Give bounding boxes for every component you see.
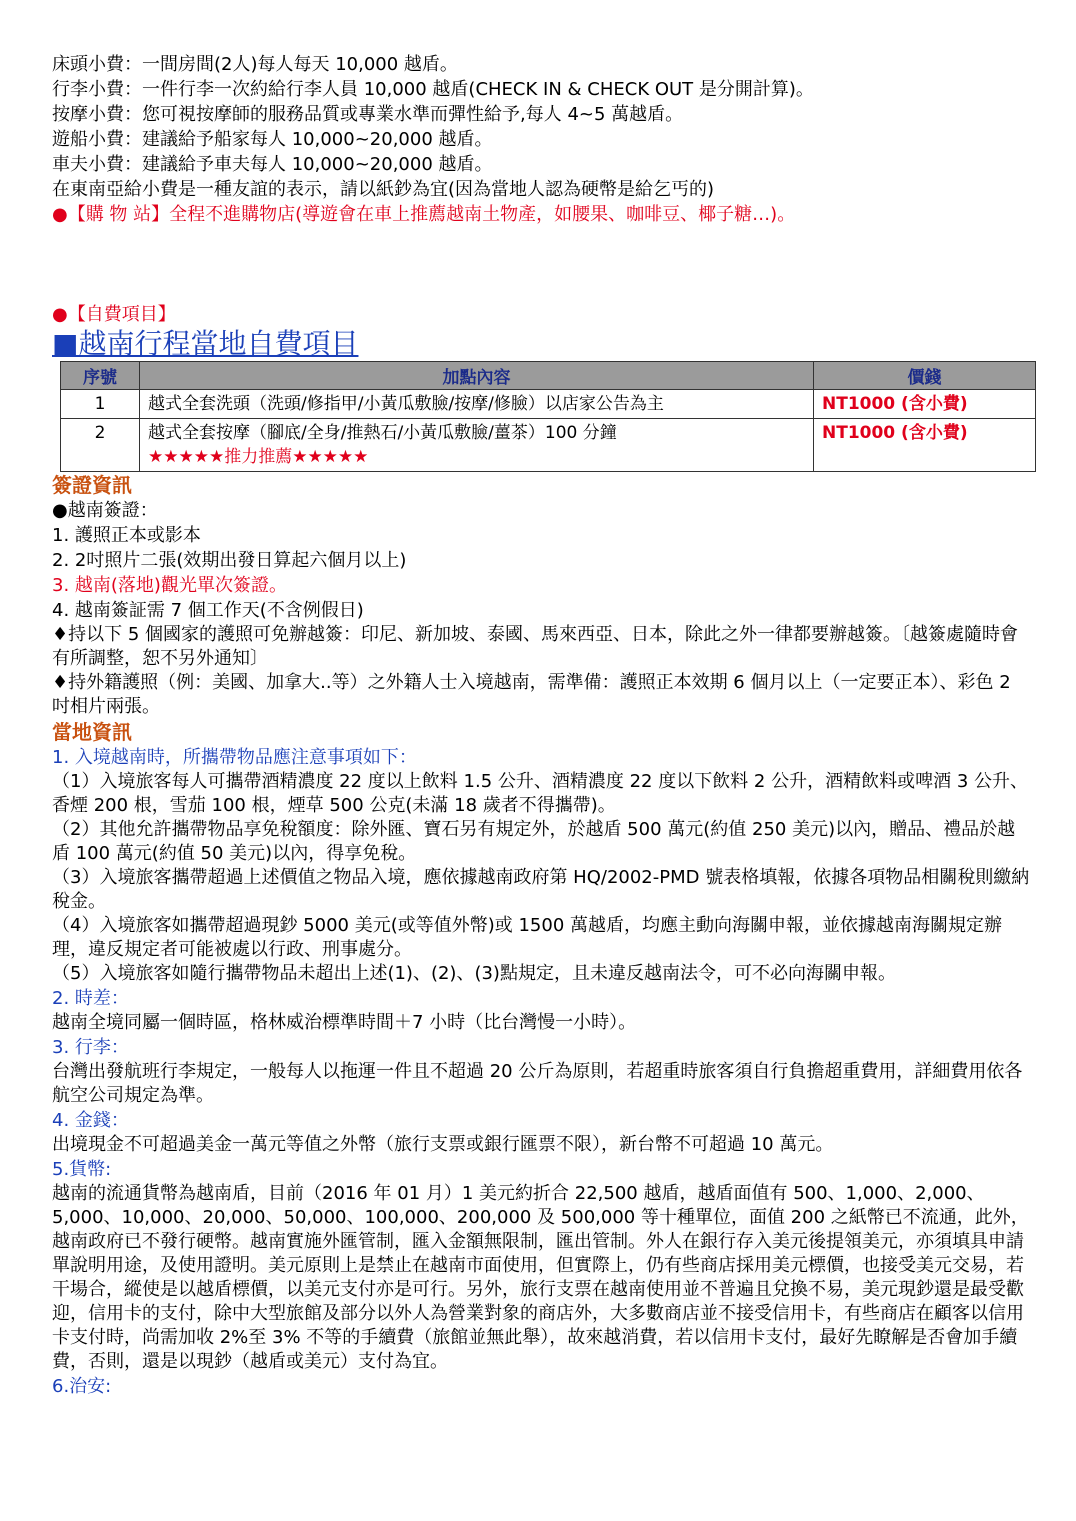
visa-item-3: 3. 越南(落地)觀光單次簽證。 bbox=[52, 575, 287, 596]
section-1-title: 1. 入境越南時，所攜帶物品應注意事項如下： bbox=[52, 747, 417, 768]
tip-boat: 遊船小費：建議給予船家每人 10,000~20,000 越盾。 bbox=[52, 129, 493, 150]
customs-item-1: （1）入境旅客每人可攜帶酒精濃度 22 度以上飲料 1.5 公升、酒精濃度 22 度以下飲料 2 公升，酒精飲料或啤酒 3 公升、香煙 200 根，雪茄 100 根，煙草 500 公克(未滿 18 歲者不得攜帶)。 bbox=[52, 771, 1029, 816]
table-row bbox=[61, 419, 1036, 472]
section-5-title: 5.貨幣: bbox=[52, 1159, 112, 1180]
header-price: 價錢 bbox=[814, 362, 1036, 390]
customs-item-4: （4）入境旅客如攜帶超過現鈔 5000 美元(或等值外幣)或 1500 萬越盾，均應主動向海關申報，並依據越南海關規定辦理，違反規定者可能被處以行政、刑事處分。 bbox=[52, 915, 1002, 960]
spacer bbox=[52, 227, 1032, 302]
visa-item-4: 4. 越南簽証需 7 個工作天(不含例假日) bbox=[52, 600, 364, 621]
visa-note-1: ♦持以下 5 個國家的護照可免辦越簽：印尼、新加坡、泰國、馬來西亞、日本，除此之外一律都要辦越簽。〔越簽處隨時會有所調整，恕不另外通知〕 bbox=[52, 624, 1019, 669]
row-content: 越式全套按摩（腳底/全身/推熱石/小黃瓜敷臉/薑茶）100 分鐘 bbox=[148, 423, 617, 443]
section-2-title: 2. 時差： bbox=[52, 988, 129, 1009]
header-content: 加點內容 bbox=[140, 362, 814, 390]
row-price: NT1000 (含小費) bbox=[814, 390, 1036, 419]
optional-title: ■越南行程當地自費項目 bbox=[52, 327, 359, 360]
customs-item-3: （3）入境旅客攜帶超過上述價值之物品入境，應依據越南政府第 HQ/2002-PMD 號表格填報，依據各項物品相關稅則繳納稅金。 bbox=[52, 867, 1030, 912]
header-no: 序號 bbox=[61, 362, 140, 390]
money-text: 出境現金不可超過美金一萬元等值之外幣（旅行支票或銀行匯票不限），新台幣不可超過 10 萬元。 bbox=[52, 1134, 834, 1155]
visa-note-2: ♦持外籍護照（例：美國、加拿大..等）之外籍人士入境越南，需準備：護照正本效期 6 個月以上（一定要正本）、彩色 2 吋相片兩張。 bbox=[52, 672, 1011, 717]
tip-note: 在東南亞給小費是一種友誼的表示，請以紙鈔為宜(因為當地人認為硬幣是給乞丐的) bbox=[52, 179, 715, 200]
luggage-text: 台灣出發航班行李規定，一般每人以拖運一件且不超過 20 公斤為原則，若超重時旅客須自行負擔超重費用，詳細費用依各航空公司規定為準。 bbox=[52, 1061, 1023, 1106]
tip-driver: 車夫小費：建議給予車夫每人 10,000~20,000 越盾。 bbox=[52, 154, 493, 175]
shopping-note: ●【購 物 站】全程不進購物店(導遊會在車上推薦越南土物產，如腰果、咖啡豆、椰子糖…)。 bbox=[52, 204, 796, 225]
row-content-cell bbox=[140, 419, 814, 472]
visa-item-1: 1. 護照正本或影本 bbox=[52, 525, 201, 546]
currency-text: 越南的流通貨幣為越南盾，目前（2016 年 01 月）1 美元約折合 22,500 越盾，越盾面值有 500、1,000、2,000、5,000、10,000、20,000、50,000、100,000、200,000 及 500,000 等十種單位，面值 200 之紙幣已不流通，此外，越南政府已不發行硬幣。越南實施外匯管制，匯入金額無限制，匯出管制。外人在銀行存入美元後提領美元，亦須填具申請單說明用途，及使用證明。美元原則上是禁止在越南市面使用，但實際上，仍有些商店採用美元標價，也接受美元交易，若干場合，縱使是以越盾標價，以美元支付亦是可行。另外，旅行支票在越南使用並不普遍且兌換不易，美元現鈔還是最受歡迎，信用卡的支付，除中大型旅館及部分以外人為營業對象的商店外，大多數商店並不接受信用卡，有些商店在顧客以信用卡支付時，尚需加收 2%至 3% 不等的手續費（旅館並無此舉），故來越消費，若以信用卡支付，最好先瞭解是否會加手續費，否則，還是以現鈔（越盾或美元）支付為宜。 bbox=[52, 1183, 1029, 1372]
customs-item-2: （2）其他允許攜帶物品享免稅額度：除外匯、寶石另有規定外，於越盾 500 萬元(約值 250 美元)以內，贈品、禮品於越盾 100 萬元(約值 50 美元)以內，得享免稅。 bbox=[52, 819, 1016, 864]
row-no: 1 bbox=[61, 390, 140, 419]
time-diff-text: 越南全境同屬一個時區，格林威治標準時間＋7 小時（比台灣慢一小時）。 bbox=[52, 1012, 637, 1033]
visa-item-2: 2. 2吋照片二張(效期出發日算起六個月以上) bbox=[52, 550, 407, 571]
recommend-stars: ★★★★★推力推薦★★★★★ bbox=[148, 447, 369, 467]
visa-sub: ●越南簽證： bbox=[52, 500, 158, 521]
optional-heading: ●【自費項目】 bbox=[52, 304, 176, 325]
section-3-title: 3. 行李： bbox=[52, 1037, 129, 1058]
document-page bbox=[52, 52, 1032, 1399]
tip-bedside: 床頭小費：一間房間(2人)每人每天 10,000 越盾。 bbox=[52, 54, 458, 75]
section-6-title: 6.治安: bbox=[52, 1376, 112, 1397]
tip-luggage: 行李小費：一件行李一次約給行李人員 10,000 越盾(CHECK IN & CHECK OUT 是分開計算)。 bbox=[52, 79, 814, 100]
row-price: NT1000 (含小費) bbox=[814, 419, 1036, 472]
section-4-title: 4. 金錢： bbox=[52, 1110, 129, 1131]
row-content: 越式全套洗頭（洗頭/修指甲/小黃瓜敷臉/按摩/修臉）以店家公告為主 bbox=[140, 390, 814, 419]
visa-heading: 簽證資訊 bbox=[52, 473, 132, 497]
customs-item-5: （5）入境旅客如隨行攜帶物品未超出上述(1)、(2)、(3)點規定，且未違反越南法令，可不必向海關申報。 bbox=[52, 963, 896, 984]
table-header-row bbox=[61, 362, 1036, 390]
local-heading: 當地資訊 bbox=[52, 720, 132, 744]
table-row bbox=[61, 390, 1036, 419]
optional-table bbox=[60, 361, 1036, 472]
row-no: 2 bbox=[61, 419, 140, 472]
tip-massage: 按摩小費：您可視按摩師的服務品質或專業水準而彈性給予,每人 4~5 萬越盾。 bbox=[52, 104, 684, 125]
